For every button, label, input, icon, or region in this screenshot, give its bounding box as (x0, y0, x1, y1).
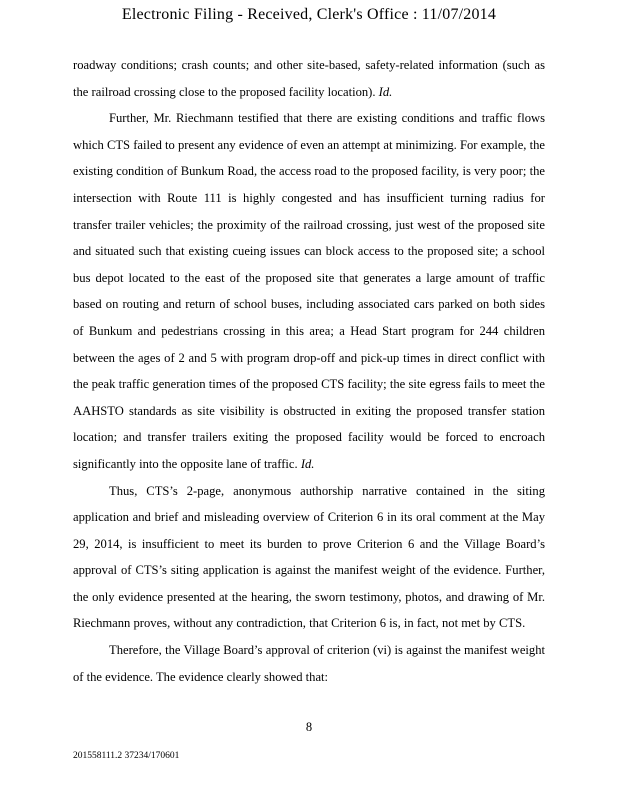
paragraph-3 (73, 478, 545, 638)
paragraph-text: roadway conditions; crash counts; and other site-based, safety-related information (such as the railroad crossing close to the proposed facility location). (73, 58, 545, 99)
paragraph-4 (73, 637, 545, 690)
citation: Id. (300, 456, 315, 471)
paragraph-text: Further, Mr. Riechmann testified that there are existing conditions and traffic flows which CTS failed to present any evidence of even an attempt at minimizing. For example, the existing condition of Bunkum Road, the access road to the proposed facility, is very poor; the intersection with Route 111 is highly congested and has insufficient turning radius for transfer trailer vehicles; the proximity of the railroad crossing, just west of the proposed site and situated such that existing cueing issues can block access to the proposed site; a school bus depot located to the east of the proposed site that generates a large amount of traffic based on routing and return of school buses, including associated cars parked on both sides of Bunkum and pedestrians crossing in this area; a Head Start program for 244 children between the ages of 2 and 5 with program drop-off and pick-up times in direct conflict with the peak traffic generation times of the proposed CTS facility; the site egress fails to meet the AAHSTO standards as site visibility is obstructed in exiting the proposed transfer station location; and transfer trailers exiting the proposed facility would be forced to encroach significantly into the opposite lane of traffic. (73, 111, 545, 471)
paragraph-text: Thus, CTS’s 2-page, anonymous authorship narrative contained in the siting application and brief and misleading overview of Criterion 6 in its oral comment at the May 29, 2014, is insufficient to meet its burden to prove Criterion 6 and the Village Board’s approval of CTS’s siting application is against the manifest weight of the evidence. Further, the only evidence presented at the hearing, the sworn testimony, photos, and drawing of Mr. Riechmann proves, without any contradiction, that Criterion 6 is, in fact, not met by CTS. (73, 483, 545, 631)
filing-header: Electronic Filing - Received, Clerk's Office : 11/07/2014 (121, 6, 497, 23)
citation: Id. (378, 84, 393, 99)
page-number: 8 (305, 720, 313, 734)
paragraph-text: Therefore, the Village Board’s approval of criterion (vi) is against the manifest weight of the evidence. The evidence clearly showed that: (73, 643, 545, 684)
paragraph-2 (73, 105, 545, 477)
document-id-footer: 201558111.2 37234/170601 (73, 751, 180, 761)
paragraph-1 (73, 52, 545, 105)
document-body (73, 52, 545, 690)
